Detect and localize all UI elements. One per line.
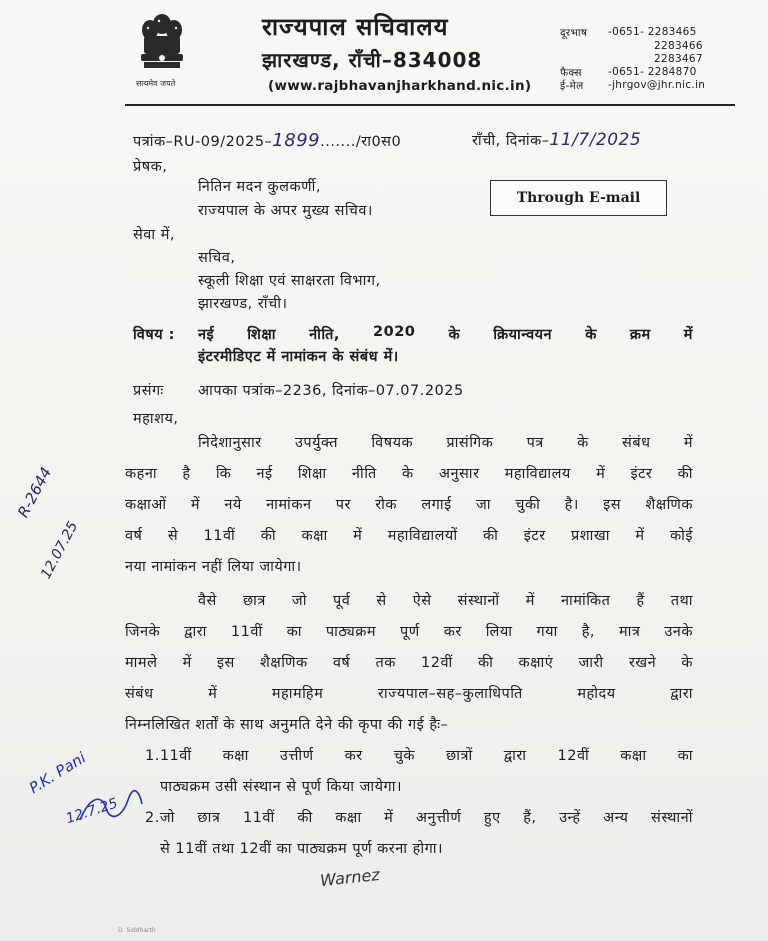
- contact-email: -jhrgov@jhr.nic.in: [608, 79, 706, 91]
- contact-phone-3: 2283467: [654, 53, 703, 65]
- through-email-box: Through E-mail: [490, 180, 667, 216]
- recipient-line-3: झारखण्ड, राँची।: [198, 296, 288, 312]
- reference-line: [133, 130, 401, 151]
- sender-name: नितिन मदन कुलकर्णी,: [198, 179, 321, 195]
- header-rule: [125, 104, 735, 106]
- ink-scribble-mark: [76, 790, 146, 826]
- salutation: महाशय,: [133, 411, 179, 427]
- emblem-motto: सत्यमेव जयते: [136, 79, 176, 88]
- ref-number-handwritten: 1899: [272, 130, 321, 151]
- contact-fax-label: फैक्स: [560, 67, 582, 79]
- contact-phone-1: -0651- 2283465: [608, 26, 697, 38]
- subject-word: शिक्षा: [247, 327, 277, 343]
- para2-line-2: जिनके द्वारा 11वीं का पाठ्यक्रम पूर्ण कर लिया गया है, मात्र उनके: [125, 624, 693, 640]
- para1-line-1: निदेशानुसार उपर्युक्त विषयक प्रासंगिक पत्र के संबंध में: [198, 435, 693, 451]
- signature: Warnez: [319, 864, 381, 891]
- para2-line-4: संबंध में महामहिम राज्यपाल–सह–कुलाधिपति महोदय द्वारा: [125, 686, 693, 702]
- subject-word: 2020: [373, 324, 416, 340]
- subject-line-1: [198, 324, 693, 344]
- office-website: (www.rajbhavanjharkhand.nic.in): [268, 78, 532, 94]
- contact-fax: -0651- 2284870: [608, 66, 697, 78]
- recipient-line-1: सचिव,: [198, 250, 236, 266]
- ref-prefix: पत्रांक–RU-09/2025–: [133, 134, 273, 150]
- date-label: राँची, दिनांक–: [472, 133, 550, 149]
- reference-text: आपका पत्रांक–2236, दिनांक–07.07.2025: [198, 383, 464, 399]
- point2-line-1: 2.जो छात्र 11वीं की कक्षा में अनुत्तीर्ण हुए हैं, उन्हें अन्य संस्थानों: [145, 810, 693, 826]
- subject-word: में: [683, 327, 693, 343]
- ref-suffix: ......./रा0स0: [320, 134, 402, 150]
- handwritten-note-receipt: R-2644: [14, 464, 56, 521]
- subject-word: नीति,: [309, 327, 340, 343]
- scanner-watermark: D. Siddharth: [118, 927, 156, 934]
- subject-word: नई: [198, 327, 215, 343]
- para1-line-4: वर्ष से 11वीं की कक्षा में महाविद्यालयों की इंटर प्रशाखा में कोई: [125, 528, 693, 544]
- point2-line-2: से 11वीं तथा 12वीं का पाठ्यक्रम पूर्ण करना होगा।: [160, 841, 444, 857]
- sender-designation: राज्यपाल के अपर मुख्य सचिव।: [198, 203, 373, 219]
- para1-line-2: कहना है कि नई शिक्षा नीति के अनुसार महाविद्यालय में इंटर की: [125, 466, 693, 482]
- contact-email-label: ई-मेल: [560, 80, 584, 92]
- point1-line-1: 1.11वीं कक्षा उत्तीर्ण कर चुके छात्रों द्वारा 12वीं कक्षा का: [145, 748, 693, 764]
- para2-line-3: मामले में इस शैक्षणिक वर्ष तक 12वीं की कक्षाएं जारी रखने के: [125, 655, 693, 671]
- handwritten-note-initial-date: 12.7.25: [64, 795, 120, 828]
- contact-phone-2: 2283466: [654, 40, 703, 52]
- subject-word: के: [448, 327, 461, 343]
- office-address: झारखण्ड, राँची–834008: [262, 48, 483, 72]
- recipient-line-2: स्कूली शिक्षा एवं साक्षरता विभाग,: [198, 273, 381, 289]
- date-line: [472, 130, 641, 150]
- subject-word: के: [585, 327, 597, 343]
- handwritten-note-forward: P.K. Pani: [26, 748, 90, 798]
- subject-line-2: इंटरमीडिएट में नामांकन के संबंध में।: [198, 349, 399, 365]
- para1-line-5: नया नामांकन नहीं लिया जायेगा।: [125, 559, 302, 575]
- para1-line-3: कक्षाओं में नये नामांकन पर रोक लगाई जा चुकी है। इस शैक्षणिक: [125, 497, 693, 513]
- date-handwritten: 11/7/2025: [549, 130, 642, 150]
- handwritten-note-date: 12.07.25: [38, 518, 82, 582]
- subject-word: क्रियान्वयन: [493, 327, 553, 343]
- para2-line-1: वैसे छात्र जो पूर्व से ऐसे संस्थानों में नामांकित हैं तथा: [198, 593, 693, 609]
- sender-label: प्रेषक,: [133, 159, 168, 175]
- point1-line-2: पाठ्यक्रम उसी संस्थान से पूर्ण किया जायेगा।: [160, 779, 402, 795]
- contact-phone-label: दूरभाष: [560, 27, 588, 39]
- para2-line-5: निम्नलिखित शर्तों के साथ अनुमति देने की कृपा की गई हैः–: [125, 717, 449, 733]
- subject-label: विषय :: [133, 327, 175, 343]
- reference-label: प्रसंगः: [133, 383, 164, 399]
- subject-word: क्रम: [629, 327, 651, 343]
- recipient-label: सेवा में,: [133, 227, 176, 243]
- office-title: राज्यपाल सचिवालय: [262, 13, 449, 41]
